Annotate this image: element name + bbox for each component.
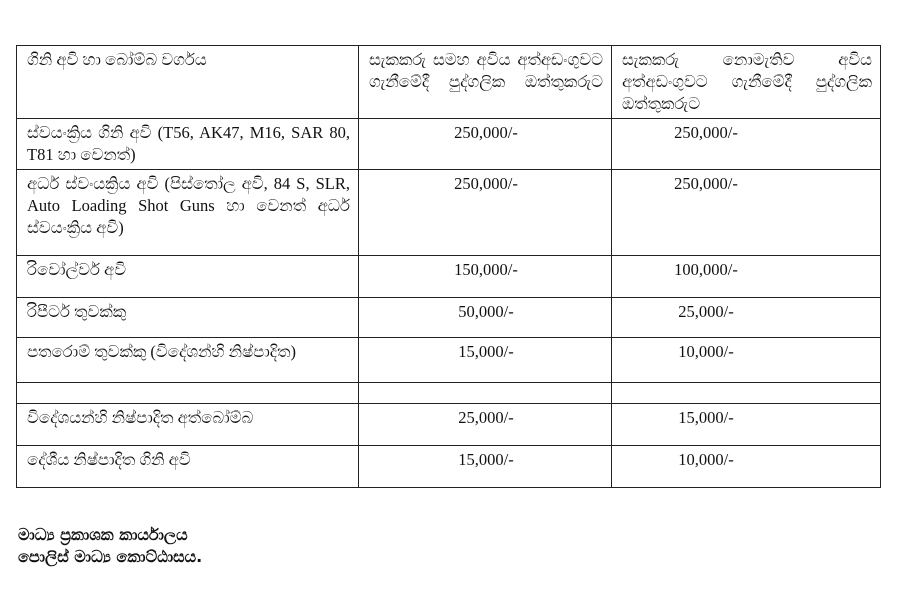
amount-with-suspect: 15,000/-	[359, 446, 612, 488]
weapon-cell: විදේශයන්හි නිෂ්පාදිත අත්බෝම්බ	[17, 404, 359, 446]
table-header-row	[17, 46, 881, 119]
table-row	[17, 446, 881, 488]
weapon-cell: රිපීටර් තුවක්කු	[17, 298, 359, 338]
amount-without-suspect: 100,000/-	[612, 256, 881, 298]
amount-without-suspect: 250,000/-	[612, 119, 881, 170]
division-name: පොලිස් මාධ්‍ය කොට්ඨාසය.	[18, 547, 203, 566]
amount-with-suspect	[359, 383, 612, 404]
amount-with-suspect: 50,000/-	[359, 298, 612, 338]
amount-without-suspect	[612, 383, 881, 404]
amount-without-suspect: 250,000/-	[612, 170, 881, 256]
weapon-cell: අර්ධ ස්වංයක්‍රිය අවි (පිස්තෝල අවි, 84 S, SLR, Auto Loading Shot Guns හා වෙනත් අර්ධ ස්වයංක්‍රිය අවි)	[17, 170, 359, 256]
table-row	[17, 119, 881, 170]
amount-without-suspect: 15,000/-	[612, 404, 881, 446]
signature-block	[18, 524, 202, 568]
weapon-cell: රිවෝල්වර් අවි	[17, 256, 359, 298]
reward-table	[16, 45, 881, 488]
table-row	[17, 256, 881, 298]
table-row	[17, 298, 881, 338]
table-row-empty	[17, 383, 881, 404]
amount-without-suspect: 25,000/-	[612, 298, 881, 338]
table-row	[17, 404, 881, 446]
amount-with-suspect: 250,000/-	[359, 119, 612, 170]
header-weapon-type: ගිනි අවි හා බෝම්බ වර්ගය	[17, 46, 359, 119]
table-row	[17, 170, 881, 256]
amount-with-suspect: 15,000/-	[359, 338, 612, 383]
header-with-suspect: සැකකරු සමහ අවිය අත්අඩංගුවට ගැනීමේදී පුද්ගලික ඔත්තුකරුට	[359, 46, 612, 119]
weapon-cell	[17, 383, 359, 404]
office-name: මාධ්‍ය ප්‍රකාශක කාර්යාලය	[18, 525, 188, 544]
amount-without-suspect: 10,000/-	[612, 446, 881, 488]
weapon-cell: ස්වයංක්‍රිය ගිනි අවි (T56, AK47, M16, SAR 80, T81 හා වෙනත්)	[17, 119, 359, 170]
table-row	[17, 338, 881, 383]
amount-with-suspect: 250,000/-	[359, 170, 612, 256]
amount-with-suspect: 25,000/-	[359, 404, 612, 446]
amount-without-suspect: 10,000/-	[612, 338, 881, 383]
weapon-cell: දේශීය නිෂ්පාදිත ගිනි අවි	[17, 446, 359, 488]
weapon-cell: පතරොම් තුවක්කු (විදේශන්හි නිෂ්පාදිත)	[17, 338, 359, 383]
header-without-suspect: සැකකරු නොමැතිව අවිය අත්අඩංගුවට ගැනීමේදී පුද්ගලික ඔත්තුකරුට	[612, 46, 881, 119]
amount-with-suspect: 150,000/-	[359, 256, 612, 298]
